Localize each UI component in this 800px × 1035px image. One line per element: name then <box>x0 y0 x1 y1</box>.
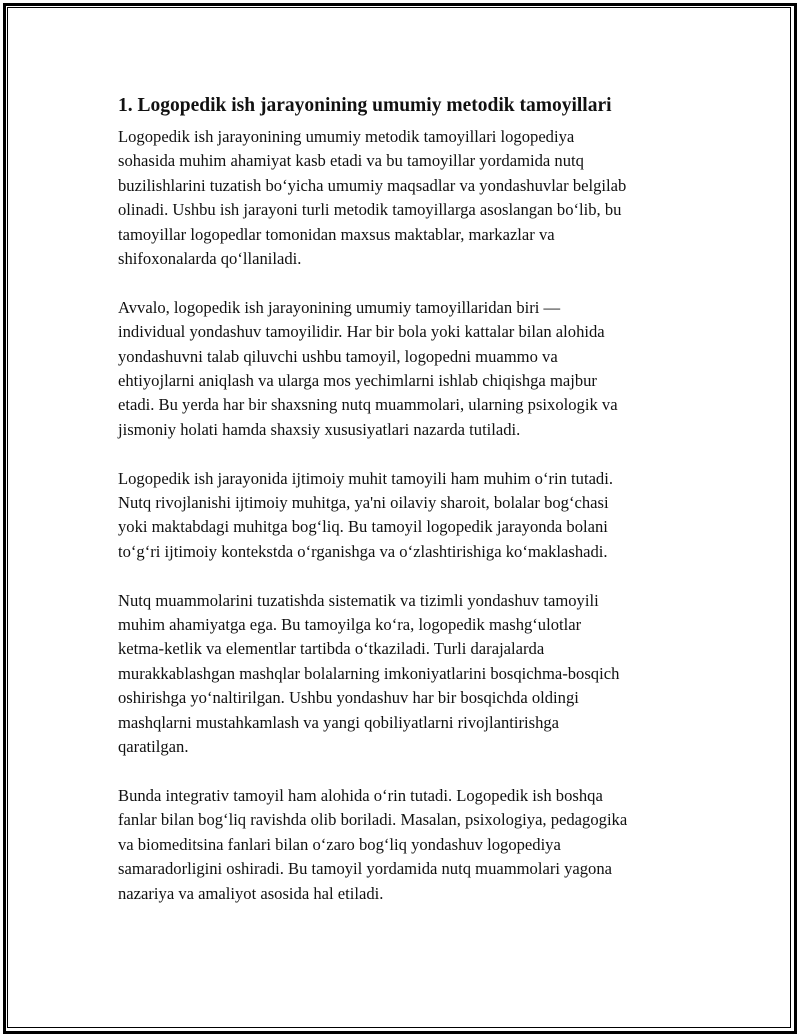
text-line: jismoniy holati hamda shaxsiy xususiyatlari nazarda tutiladi. <box>118 419 521 439</box>
text-line: Avvalo, logopedik ish jarayonining umumiy tamoyillaridan biri — <box>118 297 561 317</box>
text-line: oshirishga yo‘naltirilgan. Ushbu yondashuv har bir bosqichda oldingi <box>118 688 579 708</box>
text-line: Bunda integrativ tamoyil ham alohida o‘rin tutadi. Logopedik ish boshqa <box>118 785 603 805</box>
text-line: to‘g‘ri ijtimoiy kontekstda o‘rganishga va o‘zlashtirishiga ko‘maklashadi. <box>118 541 608 561</box>
paragraph-5 <box>118 784 698 906</box>
text-line: buzilishlarini tuzatish bo‘yicha umumiy maqsadlar va yondashuvlar belgilab <box>118 175 627 195</box>
text-line: ehtiyojlarni aniqlash va ularga mos yechimlarni ishlab chiqishga majbur <box>118 371 597 391</box>
text-line: nazariya va amaliyot asosida hal etiladi. <box>118 883 384 903</box>
text-line: individual yondashuv tamoyilidir. Har bir bola yoki kattalar bilan alohida <box>118 322 605 342</box>
section-heading: 1. Logopedik ish jarayonining umumiy metodik tamoyillari <box>118 95 612 116</box>
paragraph-4 <box>118 589 698 760</box>
paragraph-2 <box>118 296 698 442</box>
paragraph-1 <box>118 125 698 271</box>
text-line: samaradorligini oshiradi. Bu tamoyil yordamida nutq muammolari yagona <box>118 859 613 879</box>
text-line: va biomeditsina fanlari bilan o‘zaro bog‘liq yondashuv logopediya <box>118 834 561 854</box>
text-line: sohasida muhim ahamiyat kasb etadi va bu tamoyillar yordamida nutq <box>118 151 584 171</box>
text-line: ketma-ketlik va elementlar tartibda o‘tkaziladi. Turli darajalarda <box>118 639 545 659</box>
text-line: fanlar bilan bog‘liq ravishda olib boriladi. Masalan, psixologiya, pedagogika <box>118 810 628 830</box>
text-line: Logopedik ish jarayonining umumiy metodik tamoyillari logopediya <box>118 127 575 146</box>
text-line: murakkablashgan mashqlar bolalarning imkoniyatlarini bosqichma-bosqich <box>118 663 620 683</box>
text-line: yoki maktabdagi muhitga bog‘liq. Bu tamoyil logopedik jarayonda bolani <box>118 517 608 537</box>
text-line: olinadi. Ushbu ish jarayoni turli metodik tamoyillarga asoslangan bo‘lib, bu <box>118 200 622 220</box>
document-body <box>118 92 698 930</box>
text-line: qaratilgan. <box>118 737 189 757</box>
text-line: Nutq muammolarini tuzatishda sistematik va tizimli yondashuv tamoyili <box>118 590 599 610</box>
text-line: tamoyillar logopedlar tomonidan maxsus maktablar, markazlar va <box>118 224 555 244</box>
text-line: muhim ahamiyatga ega. Bu tamoyilga ko‘ra, logopedik mashg‘ulotlar <box>118 615 582 635</box>
text-line: etadi. Bu yerda har bir shaxsning nutq muammolari, ularning psixologik va <box>118 395 618 415</box>
paragraph-3 <box>118 467 698 565</box>
text-line: Nutq rivojlanishi ijtimoiy muhitga, ya'ni oilaviy sharoit, bolalar bog‘chasi <box>118 493 609 513</box>
text-line: Logopedik ish jarayonida ijtimoiy muhit tamoyili ham muhim o‘rin tutadi. <box>118 468 613 488</box>
text-line: yondashuvni talab qiluvchi ushbu tamoyil, logopedni muammo va <box>118 346 558 366</box>
text-line: shifoxonalarda qo‘llaniladi. <box>118 249 302 269</box>
text-line: mashqlarni mustahkamlash va yangi qobiliyatlarni rivojlantirishga <box>118 712 560 732</box>
